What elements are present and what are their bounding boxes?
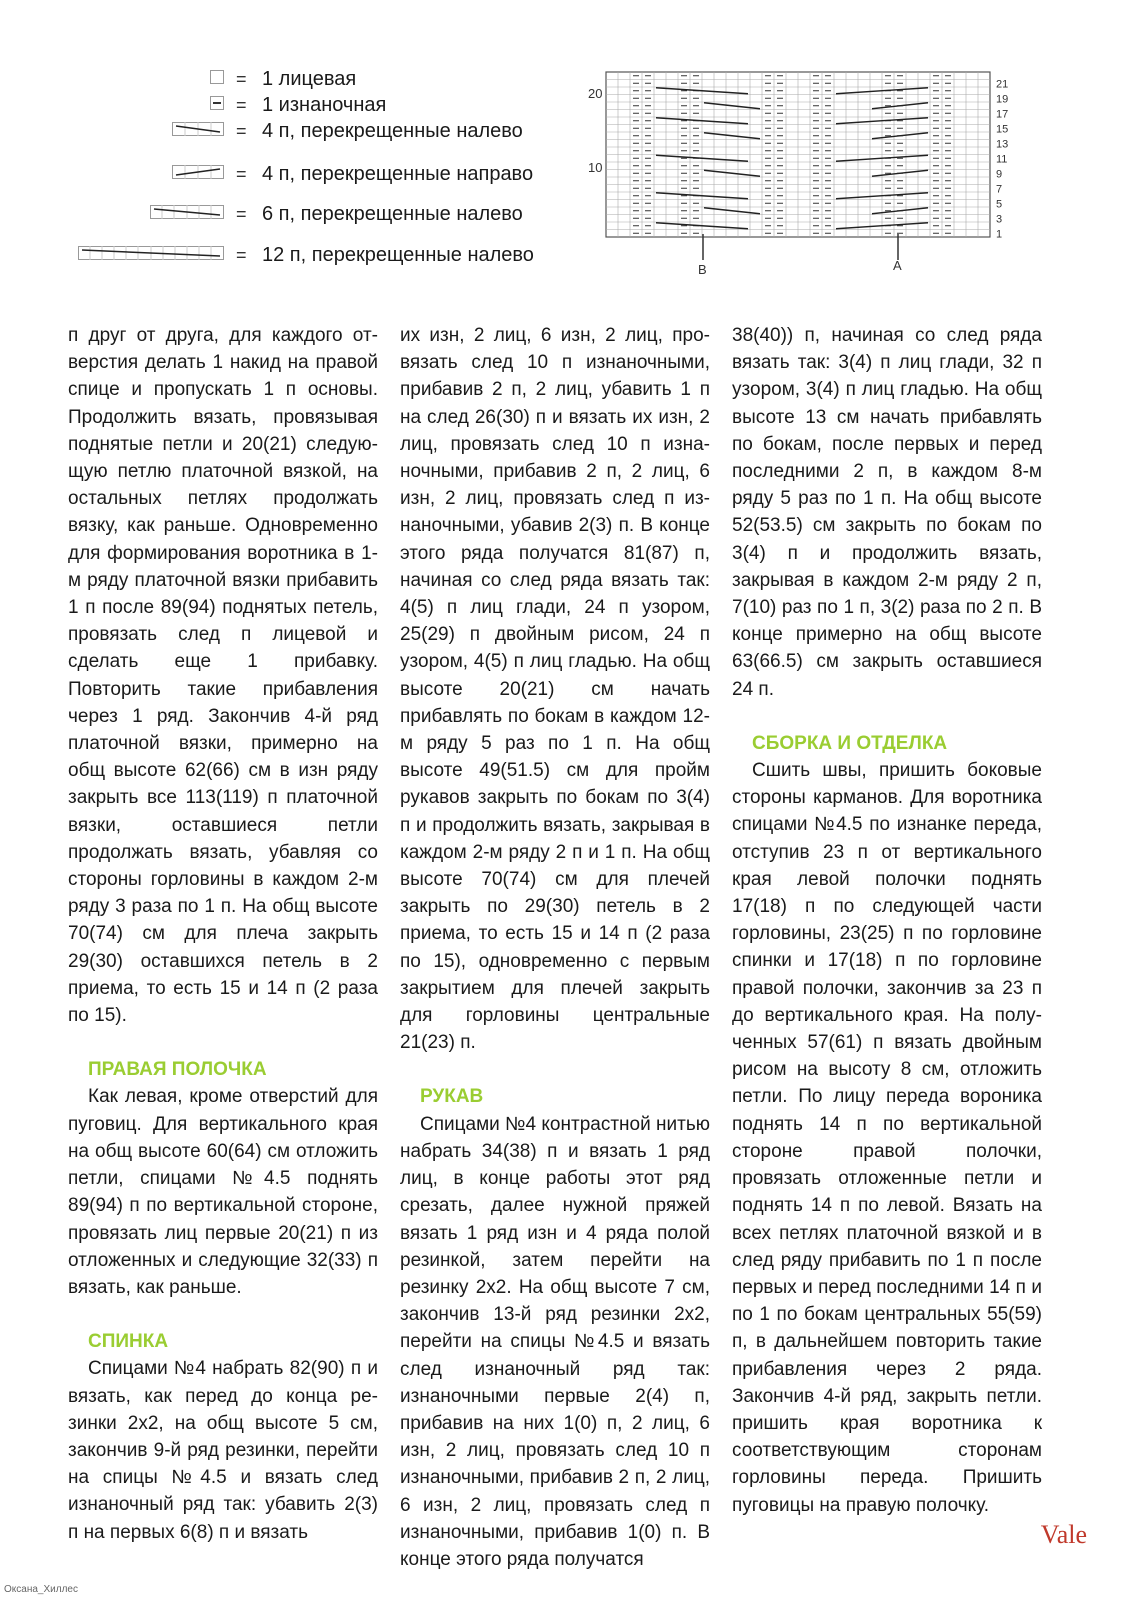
body-paragraph: п друг от друга, для каждого отверстия делать 1 накид на правой спице и пропускать 1 п основы. Продолжить вязать, провязывая поднятые петли и 20(21) следующую петлю платочной вязкой, на остальных петлях продолжать вязку, как раньше. Одновременно для формирования воротника в 1-м ряду платочной вязки прибавить 1 п после 89(94) поднятых петель, провязать след п лицевой и сделать еще 1 прибавку. Повторить такие прибавления через 1 ряд. Закончив 4-й ряд платочной вязки, примерно на общ высоте 62(66) см в изн ряду закрыть все 113(119) п платочной вязки, оставшиеся петли продолжать вязать, убавляя со стороны горловины в каждом 2-м ряду 3 раза по 1 п. На общ высоте 70(74) см для плеча закрыть 29(30) оставшихся петель в 2 приема, то есть 15 и 14 п (2 раза по 15). [68,325,378,1027]
chart-row-number: 1 [996,228,1003,241]
legend-equals: = [236,244,247,265]
body-paragraph: Как левая, кроме отверстий для пуговиц. Для вертикального края на общ высоте 60(64) см отложить петли, спицами №4.5 поднять 89(94) п по вертикальной стороне, провязать лиц первые 20(21) п из отложенных и следующие 32(33) п вязать, как раньше. [68,1086,378,1298]
chart-row-number: 21 [996,78,1009,91]
purl-symbol-icon [210,96,224,110]
legend-label: 1 лицевая [262,67,357,90]
chart-row-number: 11 [996,153,1008,166]
chart-row-number: 3 [996,213,1003,226]
spacer [68,1029,378,1056]
body-paragraph: Спицами №4 набрать 82(90) п и вязать, как перед до конца резинки 2х2, на общ высоте 5 см, закончив 9-й ряд резинки, перейти на спицы №4.5 и вязать след изнаночный ряд так: убавить 2(3) п на первых 6(8) п и вязать [68,1358,378,1543]
chart-row-number: 5 [996,198,1003,211]
marker-label-b: B [698,262,707,277]
chart-row-number: 15 [996,123,1009,136]
chart-row-number: 7 [996,183,1003,196]
spacer [732,703,1042,730]
legend-equals: = [236,68,247,89]
section-heading: ПРАВАЯ ПОЛОЧКА [88,1059,267,1081]
legend-equals: = [236,120,247,141]
chart-row-label: 20 [588,86,603,101]
cable-4-right-icon [172,165,224,179]
watermark: Оксана_Хиллес [4,1584,78,1595]
cable-4-left-icon [172,122,224,136]
legend-label: 1 изнаночная [262,93,387,116]
cable-12-left-icon [78,246,224,260]
section-heading: СПИНКА [88,1331,169,1353]
knitting-chart [570,62,1050,294]
legend-label: 6 п, перекрещенные налево [262,202,523,225]
section-heading: СБОРКА И ОТДЕЛКА [752,732,948,754]
chart-row-number: 9 [996,168,1003,181]
text-column-right [732,322,1042,1519]
legend-equals: = [236,94,247,115]
body-paragraph: Спицами №4 контрастной нитью набрать 34(38) п и вязать 1 ряд лиц, в конце работы этот ряд срезать, далее нужной пряжей вязать 1 ряд изн и 4 ряда полой резинкой, затем перейти на резинку 2х2. На общ высоте 7 см, закончив 13-й ряд резинки 2х2, перейти на спицы №4.5 и вязать след изнаночный ряд так: изнаночными первые 2(4) п, прибавив на них 1(0) п, 2 лиц, 6 изн, 2 лиц, провязать след 10 п изнаночными, прибавив 2 п, 2 лиц, 6 изн, 2 лиц, провязать след п изнаночными, прибавив 1(0) п. В конце этого ряда получатся [400,1113,710,1570]
cable-6-left-icon [150,205,224,219]
text-column-left [68,322,378,1546]
legend-label: 4 п, перекрещенные направо [262,162,534,185]
chart-grid [606,72,990,237]
chart-right-labels [996,78,1008,240]
knit-symbol-icon [210,70,224,84]
chart-row-number: 19 [996,93,1009,106]
brand-logo: Vale [1040,1520,1087,1549]
text-column-middle [400,322,710,1573]
legend-label: 4 п, перекрещенные налево [262,119,523,142]
chart-row-number: 13 [996,138,1009,151]
body-paragraph: Сшить швы, пришить боковые стороны карманов. Для воротника спицами №4.5 по изнанке переда, отступив 23 п от вертикального края левой полочки поднять 17(18) п по следующей части горловины, 23(25) п по горловине спинки и 17(18) п по горловине правой полочки, закончив за 23 п до вертикального края. На полученных 57(61) п вязать двойным рисом на высоту 8 см, отложить петли. По лицу переда вороника поднять 14 п по вертикальной стороне правой полочки, провязать отложенные петли и поднять 14 п по левой. Вязать на всех петлях платочной вязкой и в след ряду прибавить по 1 п после первых и перед последними 14 п и по 1 по бокам центральных 55(59) п, в дальнейшем повторить такие прибавления через 2 ряда. Закончив 4-й ряд, закрыть петли. пришить края воротника к соответствующим сторонам горловины переда. Пришить пуговицы на правую полочку. [732,760,1042,1516]
body-paragraph: их изн, 2 лиц, 6 изн, 2 лиц, провязать след 10 п изнаночными, прибавив 2 п, 2 лиц, убавить 1 п на след 26(30) п и вязать их изн, 2 лиц, провязать след 10 п изнаночными, прибавив 2 п, 2 лиц, 6 изн, 2 лиц, провязать след п изнаночными, убавив 2(3) п. В конце этого ряда получатся 81(87) п, начиная со след ряда вязать так: 4(5) п лиц глади, 24 п узором, 25(29) п двойным рисом, 24 п узором, 4(5) п лиц гладью. На общ высоте 20(21) см начать прибавлять по бокам в каждом 12-м ряду 5 раз по 1 п. На общ высоте 49(51.5) см для пройм рукавов закрыть по бокам по 3(4) п и продолжить вязать, закрывая в каждом 2-м ряду 2 п и 1 п. На общ высоте 70(74) см для плечей закрыть по 29(30) петель в 2 приема, то есть 15 и 14 п (2 раза по 15), одновременно с первым закрытием для плечей закрыть для горловины центральные 21(23) п. [400,325,710,1054]
spacer [400,1056,710,1083]
body-paragraph: 38(40)) п, начиная со след ряда вязать так: 3(4) п лиц глади, 32 п узором, 3(4) п лиц гладью. На общ высоте 13 см начать прибавлять по бокам, после первых и перед последними 2 п, в каждом 8-м ряду 5 раз по 1 п. На общ высоте 52(53.5) см закрыть по бокам по 3(4) п и продолжить вязать, закрывая в каждом 2-м ряду 2 п, 7(10) раз по 1 п, 3(2) раза по 2 п. В конце примерно на общ высоте 63(66.5) см закрыть оставшиеся 24 п. [732,325,1042,700]
spacer [68,1301,378,1328]
legend-equals: = [236,203,247,224]
marker-label-a: A [893,258,902,273]
legend-label: 12 п, перекрещенные налево [262,243,534,266]
chart-row-number: 17 [996,108,1009,121]
section-heading: РУКАВ [420,1086,484,1108]
legend-equals: = [236,163,247,184]
chart-row-label: 10 [588,160,603,175]
